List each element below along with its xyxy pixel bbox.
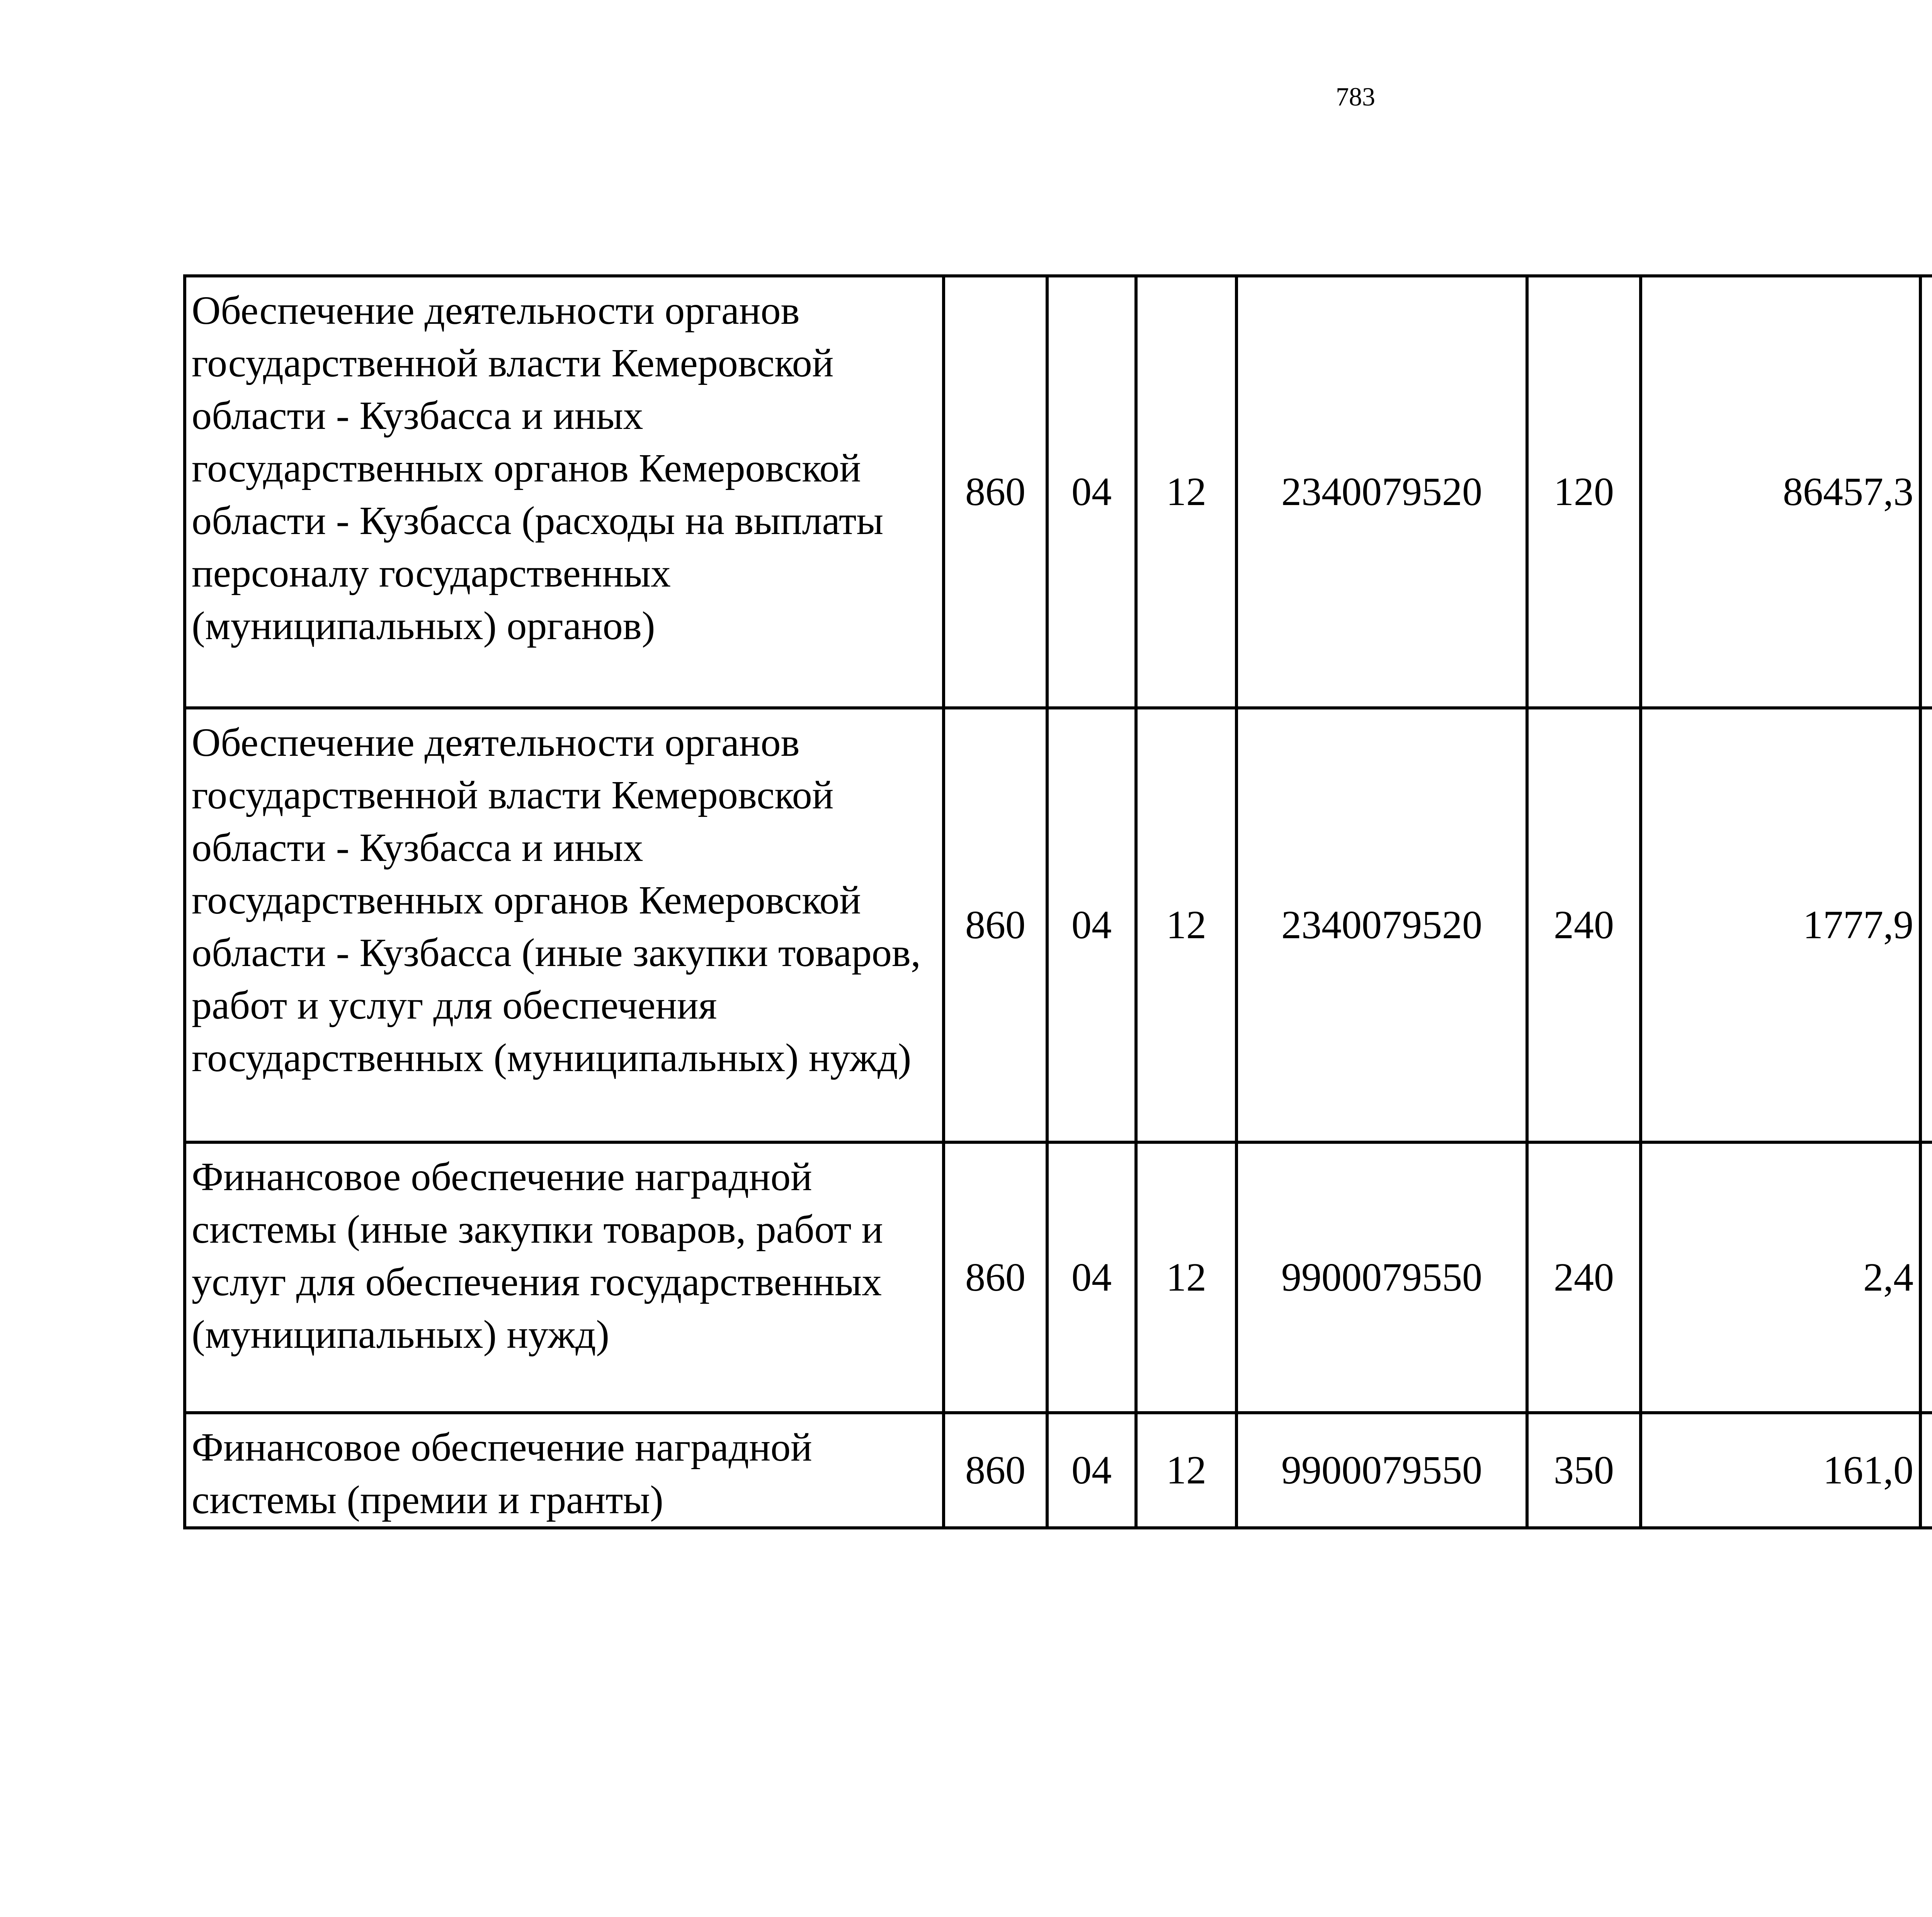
- subsection-code: 12: [1136, 708, 1236, 1142]
- amount-cell: [1920, 276, 1932, 708]
- page-number: 783: [1336, 82, 1375, 111]
- budget-table: [183, 274, 1932, 1529]
- ministry-code: 860: [944, 708, 1047, 1142]
- table-row: [185, 276, 1932, 708]
- ministry-code: 860: [944, 1413, 1047, 1528]
- amount-cell: 86457,3: [1641, 276, 1920, 708]
- subsection-code: 12: [1136, 1413, 1236, 1528]
- amount-cell: 1777,9: [1641, 708, 1920, 1142]
- expense-type-code: 350: [1527, 1413, 1641, 1528]
- row-description: Обеспечение деятельности органов государственной власти Кемеровской области - Кузбасса и иных государственных органов Кемеровской области - Кузбасса (иные закупки товаров, работ и услуг для обеспечения государственных (муниципальных) нужд): [185, 708, 944, 1142]
- subsection-code: 12: [1136, 276, 1236, 708]
- table-row: [185, 708, 1932, 1142]
- target-article-code: 2340079520: [1236, 708, 1527, 1142]
- target-article-code: 9900079550: [1236, 1142, 1527, 1413]
- ministry-code: 860: [944, 1142, 1047, 1413]
- section-code: 04: [1047, 708, 1136, 1142]
- amount-cell: [1920, 708, 1932, 1142]
- amount-cell: [1920, 1142, 1932, 1413]
- row-description: Обеспечение деятельности органов государственной власти Кемеровской области - Кузбасса и иных государственных органов Кемеровской области - Кузбасса (расходы на выплаты персоналу государственных (муниципальных) органов): [185, 276, 944, 708]
- section-code: 04: [1047, 1142, 1136, 1413]
- target-article-code: 2340079520: [1236, 276, 1527, 708]
- expense-type-code: 240: [1527, 708, 1641, 1142]
- ministry-code: 860: [944, 276, 1047, 708]
- subsection-code: 12: [1136, 1142, 1236, 1413]
- table-row: [185, 1413, 1932, 1528]
- section-code: 04: [1047, 276, 1136, 708]
- row-description: Финансовое обеспечение наградной системы (премии и гранты): [185, 1413, 944, 1528]
- section-code: 04: [1047, 1413, 1136, 1528]
- row-description: Финансовое обеспечение наградной системы (иные закупки товаров, работ и услуг для обеспечения государственных (муниципальных) нужд): [185, 1142, 944, 1413]
- expense-type-code: 240: [1527, 1142, 1641, 1413]
- expense-type-code: 120: [1527, 276, 1641, 708]
- amount-cell: 161,0: [1641, 1413, 1920, 1528]
- amount-cell: 2,4: [1641, 1142, 1920, 1413]
- table-row: [185, 1142, 1932, 1413]
- target-article-code: 9900079550: [1236, 1413, 1527, 1528]
- amount-cell: [1920, 1413, 1932, 1528]
